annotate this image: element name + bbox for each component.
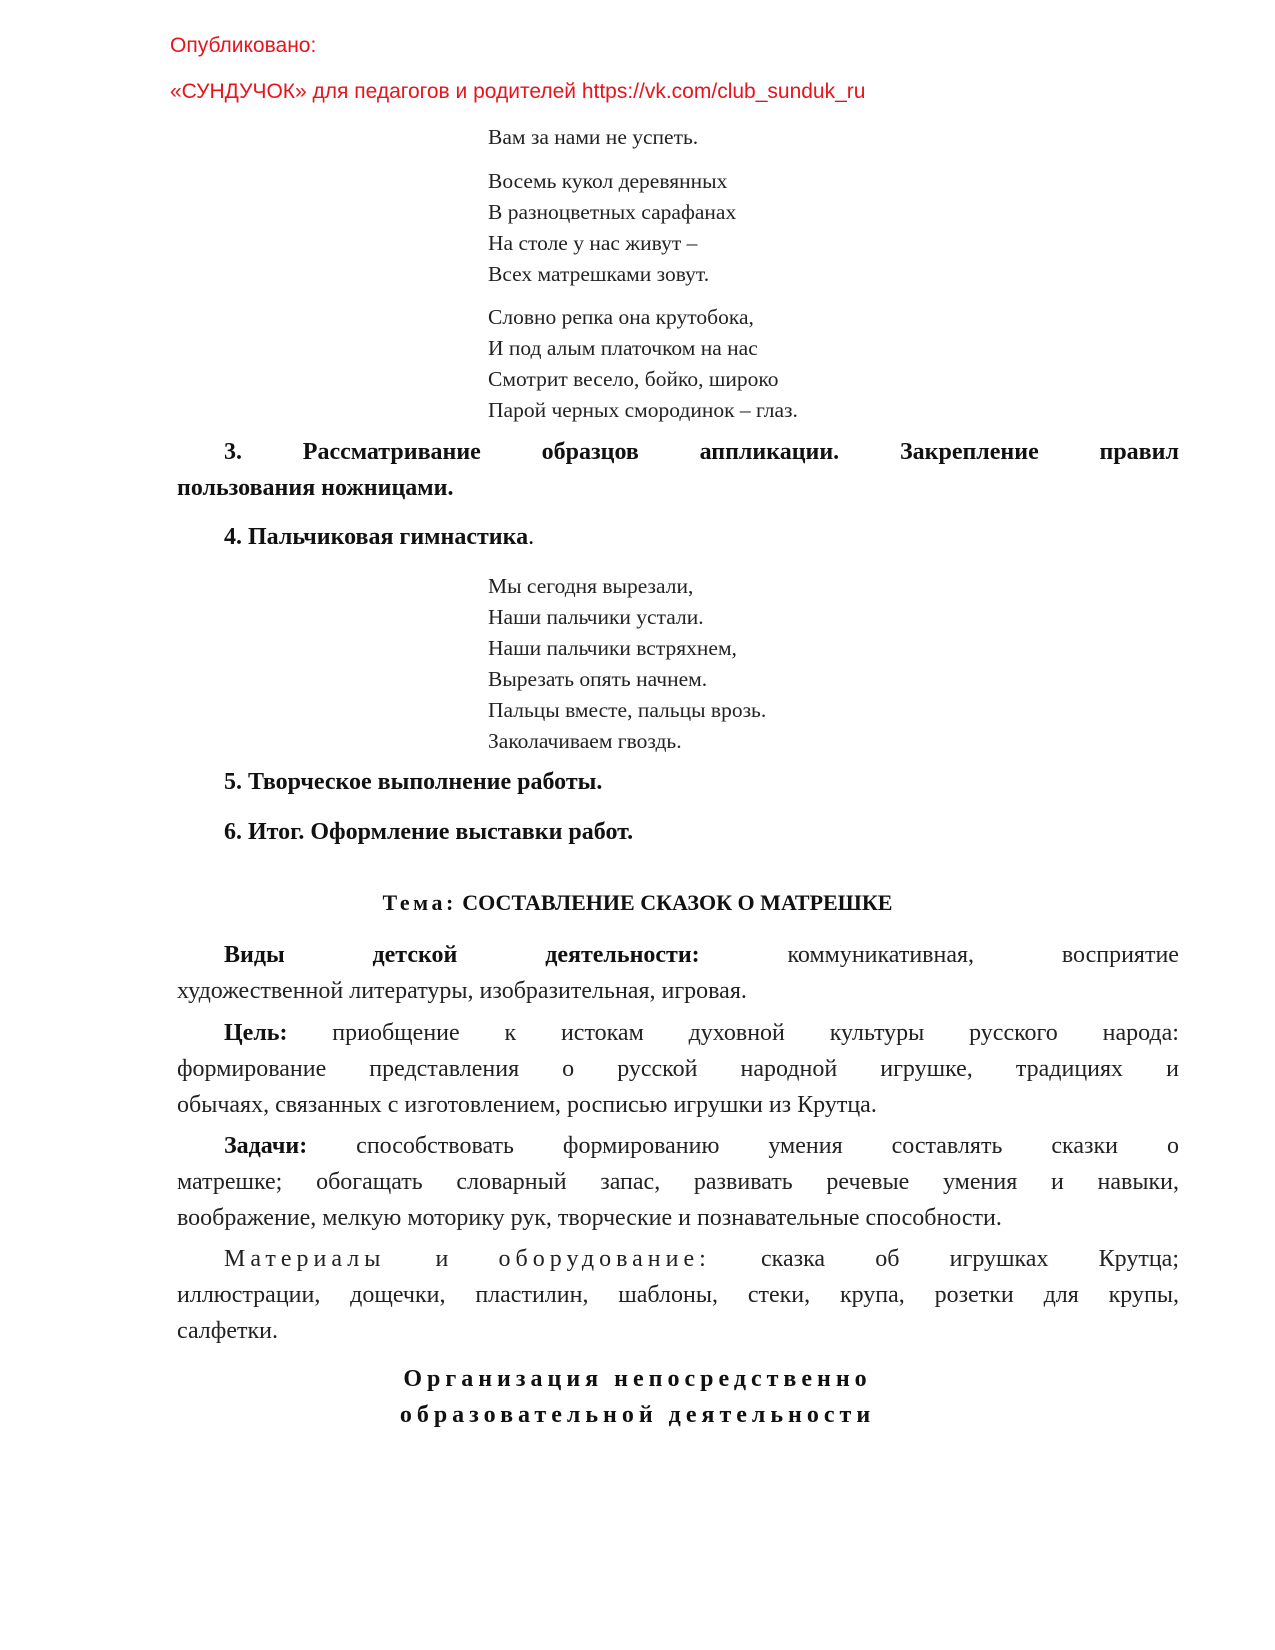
materials-paragraph: Материалы и оборудование: сказка об игрушках Крутца; иллюстрации, дощечки, пластилин, шаблоны, стеки, крупа, розетки для крупы, салфетки. — [177, 1246, 1179, 1344]
poem-line: И под алым платочком на нас — [488, 336, 758, 360]
topic-title: Тема: СОСТАВЛЕНИЕ СКАЗОК О МАТРЕШКЕ — [382, 890, 893, 915]
poem-line: Наши пальчики устали. — [488, 605, 704, 629]
poem-line: Всех матрешками зовут. — [488, 262, 710, 286]
published-label: Опубликовано: — [170, 34, 317, 57]
poem-line: Заколачиваем гвоздь. — [488, 729, 682, 753]
goal-paragraph: Цель: приобщение к истокам духовной культуры русского народа: формирование представления о русской народной игрушке, традициях и обычаях, связанных с изготовлением, росписью игрушки из Крутца. — [177, 1020, 1179, 1118]
activities-paragraph: Виды детской деятельности: коммуникативная, восприятие художественной литературы, изобразительная, игровая. — [177, 942, 1179, 1004]
section-5-heading: 5. Творческое выполнение работы. — [224, 769, 603, 795]
poem-line: Парой черных смородинок – глаз. — [488, 398, 798, 422]
tasks-paragraph: Задачи: способствовать формированию умения составлять сказки о матрешке; обогащать словарный запас, развивать речевые умения и навыки, воображение, мелкую моторику рук, творческие и познавательные способности. — [177, 1133, 1179, 1231]
poem-line: Мы сегодня вырезали, — [488, 574, 694, 598]
poem-line: В разноцветных сарафанах — [488, 200, 737, 224]
poem-stanza — [488, 166, 736, 290]
poem-stanza — [488, 571, 766, 757]
poem-line: Наши пальчики встряхнем, — [488, 636, 737, 660]
section-4-heading: 4. Пальчиковая гимнастика. — [224, 524, 535, 550]
poem-line: Словно репка она крутобока, — [488, 305, 754, 329]
poem-line: Вам за нами не успеть. — [488, 125, 699, 149]
poem-stanza — [488, 302, 798, 426]
poem-line: Вырезать опять начнем. — [488, 667, 708, 691]
organization-heading: Организация непосредственно образовательной деятельности — [399, 1366, 876, 1428]
section-3-heading: 3. Рассматривание образцов аппликации. Закрепление правил пользования ножницами. — [177, 439, 1179, 501]
poem-line: Восемь кукол деревянных — [488, 169, 728, 193]
poem-line: На столе у нас живут – — [488, 231, 698, 255]
poem-line: Пальцы вместе, пальцы врозь. — [488, 698, 767, 722]
poem-stanza — [488, 122, 698, 153]
section-6-heading: 6. Итог. Оформление выставки работ. — [224, 819, 634, 845]
poem-line: Смотрит весело, бойко, широко — [488, 367, 779, 391]
source-link[interactable]: «СУНДУЧОК» для педагогов и родителей https://vk.com/club_sunduk_ru — [170, 80, 866, 103]
